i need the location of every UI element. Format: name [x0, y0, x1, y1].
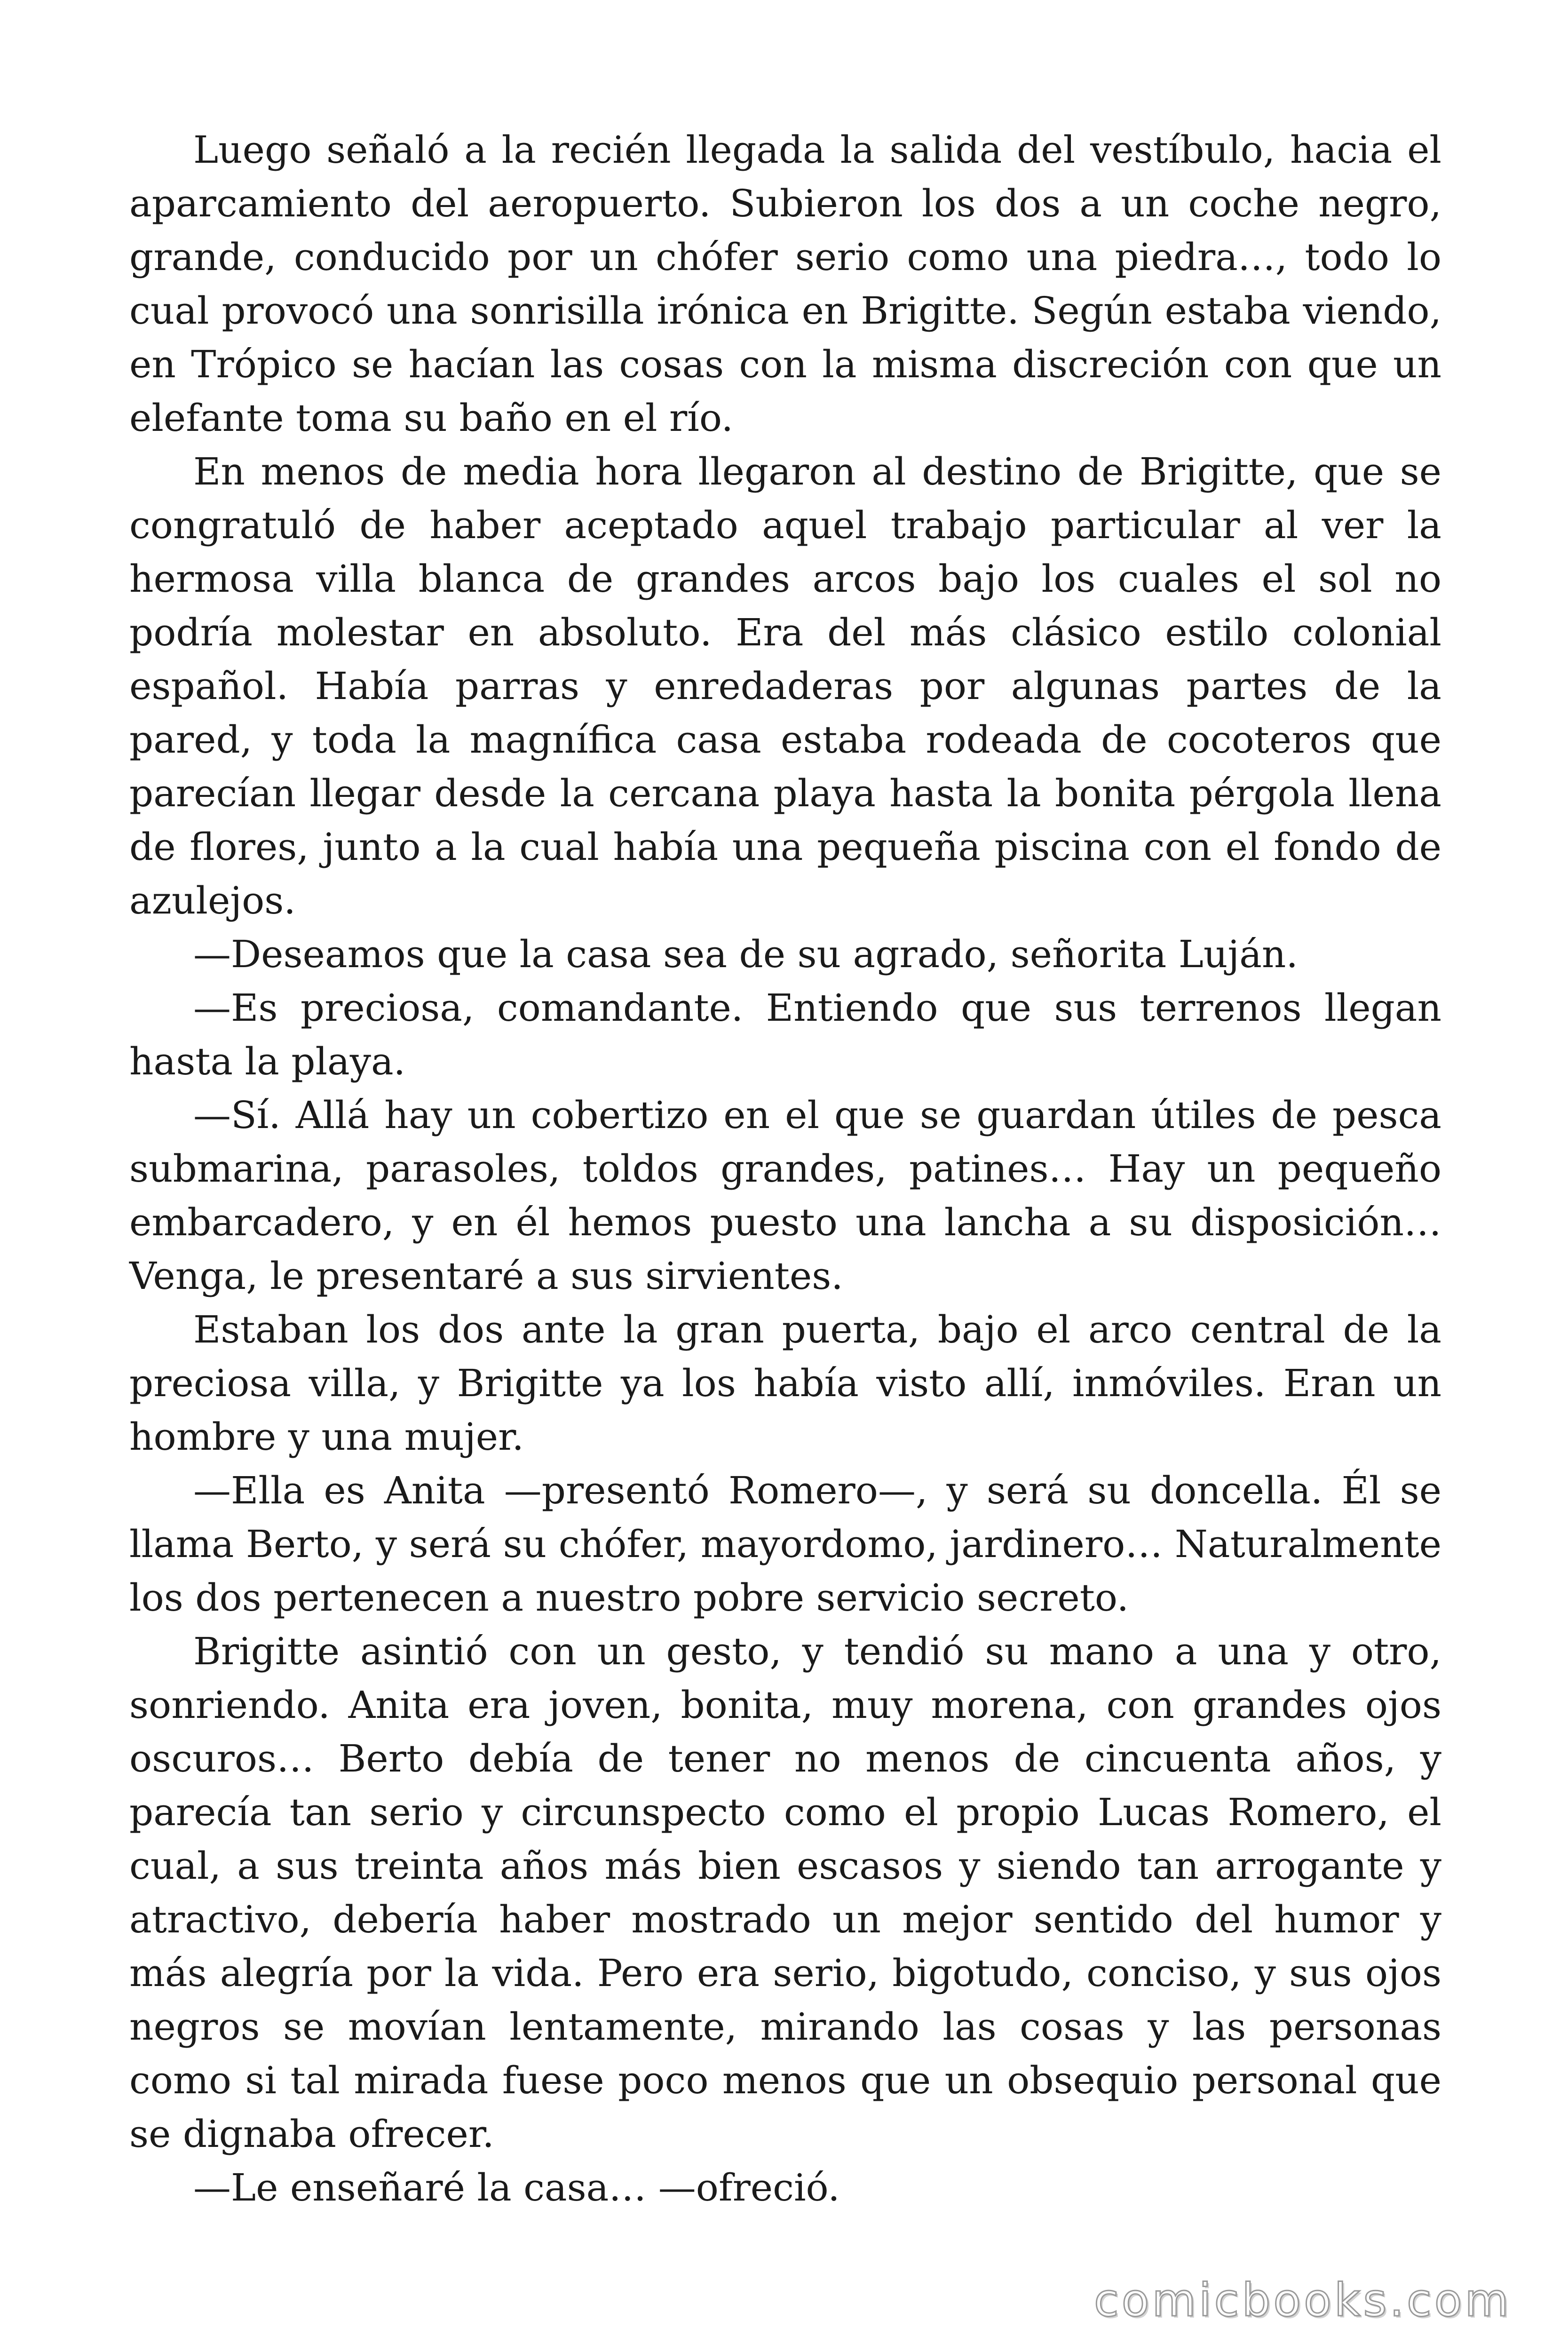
paragraph-1: Luego señaló a la recién llegada la salida del vestíbulo, hacia el aparcamiento del aeropuerto. Subieron los dos a un coche negro, grande, conducido por un chófer serio como una piedra…, todo lo cual provocó una sonrisilla irónica en Brigitte. Según estaba viendo, en Trópico se hacían las cosas con la misma discreción con que un elefante toma su baño en el río. — [129, 128, 1441, 440]
paragraph-4: —Es preciosa, comandante. Entiendo que sus terrenos llegan hasta la playa. — [129, 986, 1441, 1083]
book-page-text — [129, 123, 1441, 2215]
watermark-text: comicbooks.com — [1093, 2274, 1512, 2327]
paragraph-5: —Sí. Allá hay un cobertizo en el que se guardan útiles de pesca submarina, parasoles, toldos grandes, patines… Hay un pequeño embarcadero, y en él hemos puesto una lancha a su disposición… Venga, le presentaré a sus sirvientes. — [129, 1093, 1441, 1298]
paragraph-9: —Le enseñaré la casa… —ofreció. — [193, 2166, 840, 2209]
paragraph-8: Brigitte asintió con un gesto, y tendió su mano a una y otro, sonriendo. Anita era joven, bonita, muy morena, con grandes ojos oscuros… Berto debía de tener no menos de cincuenta años, y parecía tan serio y circunspecto como el propio Lucas Romero, el cual, a sus treinta años más bien escasos y siendo tan arrogante y atractivo, debería haber mostrado un mejor sentido del humor y más alegría por la vida. Pero era serio, bigotudo, conciso, y sus ojos negros se movían lentamente, mirando las cosas y las personas como si tal mirada fuese poco menos que un obsequio personal que se dignaba ofrecer. — [129, 1629, 1441, 2156]
paragraph-7: —Ella es Anita —presentó Romero—, y será su doncella. Él se llama Berto, y será su chófer, mayordomo, jardinero… Naturalmente los dos pertenecen a nuestro pobre servicio secreto. — [129, 1469, 1441, 1620]
paragraph-6: Estaban los dos ante la gran puerta, bajo el arco central de la preciosa villa, y Brigitte ya los había visto allí, inmóviles. Eran un hombre y una mujer. — [129, 1308, 1441, 1459]
paragraph-3: —Deseamos que la casa sea de su agrado, señorita Luján. — [193, 932, 1298, 976]
paragraph-2: En menos de media hora llegaron al destino de Brigitte, que se congratuló de haber aceptado aquel trabajo particular al ver la hermosa villa blanca de grandes arcos bajo los cuales el sol no podría molestar en absoluto. Era del más clásico estilo colonial español. Había parras y enredaderas por algunas partes de la pared, y toda la magnífica casa estaba rodeada de cocoteros que parecían llegar desde la cercana playa hasta la bonita pérgola llena de flores, junto a la cual había una pequeña piscina con el fondo de azulejos. — [129, 450, 1441, 922]
